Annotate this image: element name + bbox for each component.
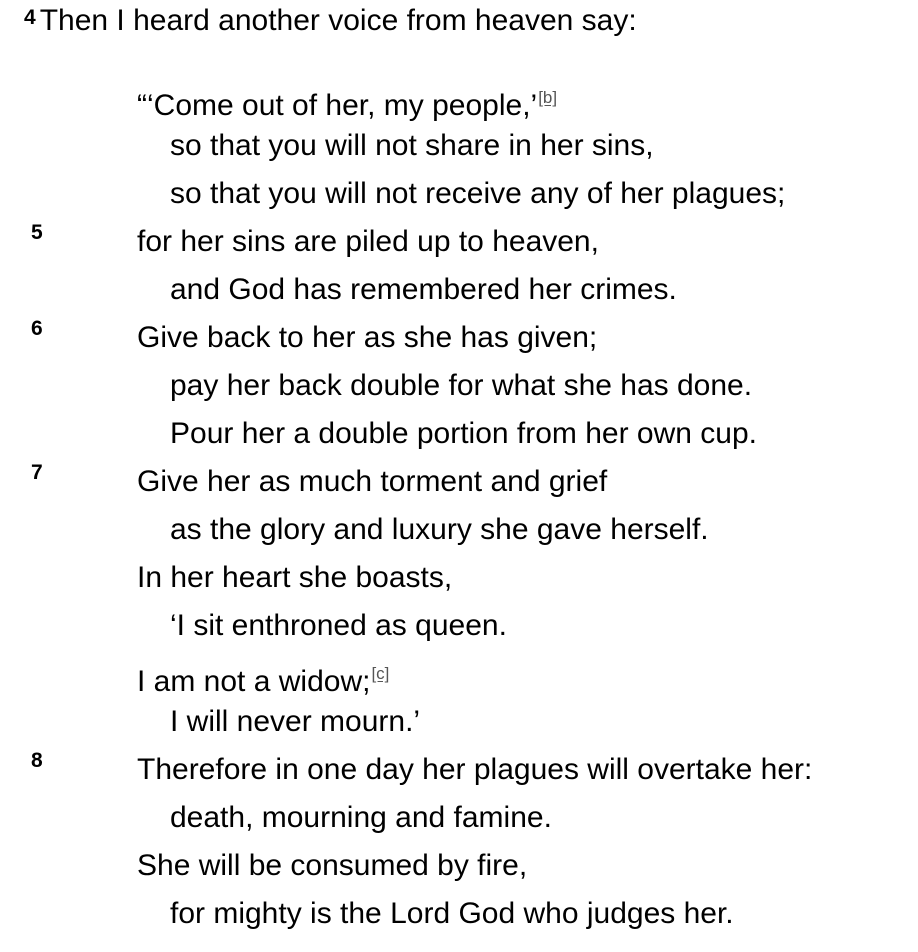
footnote-link-b[interactable]: [b] [538, 88, 558, 107]
poetry-line: I will never mourn.’ [170, 705, 421, 738]
poetry-line: for mighty is the Lord God who judges her. [170, 897, 734, 930]
poetry-line-text: I am not a widow; [137, 665, 371, 698]
poetry-line [137, 656, 389, 700]
verse-number-6: 6 [31, 317, 43, 340]
poetry-line: pay her back double for what she has done. [170, 369, 753, 402]
poetry-line: so that you will not receive any of her plagues; [170, 177, 786, 210]
poetry-line: as the glory and luxury she gave herself. [170, 513, 709, 546]
poetry-line [137, 80, 557, 124]
verse-number-8: 8 [31, 749, 43, 772]
poetry-line: Pour her a double portion from her own cup. [170, 417, 758, 450]
verse-number-5: 5 [31, 221, 43, 244]
poetry-line-text: “‘Come out of her, my people,’ [137, 89, 538, 122]
poetry-line: and God has remembered her crimes. [170, 273, 677, 306]
poetry-line: Give her as much torment and grief [137, 465, 608, 498]
verse-number-7: 7 [31, 461, 43, 484]
verse-number-4: 4 [24, 6, 36, 29]
poetry-line: ‘I sit enthroned as queen. [170, 609, 507, 642]
poetry-line: Give back to her as she has given; [137, 321, 598, 354]
poetry-line: Therefore in one day her plagues will overtake her: [137, 753, 813, 786]
verse-4-intro [24, 0, 637, 39]
verse-4-text: Then I heard another voice from heaven say: [39, 4, 637, 37]
poetry-line: for her sins are piled up to heaven, [137, 225, 599, 258]
footnote-link-c[interactable]: [c] [371, 664, 390, 683]
poetry-line: so that you will not share in her sins, [170, 129, 654, 162]
poetry-line: In her heart she boasts, [137, 561, 453, 594]
poetry-line: death, mourning and famine. [170, 801, 552, 834]
poetry-line: She will be consumed by fire, [137, 849, 528, 882]
